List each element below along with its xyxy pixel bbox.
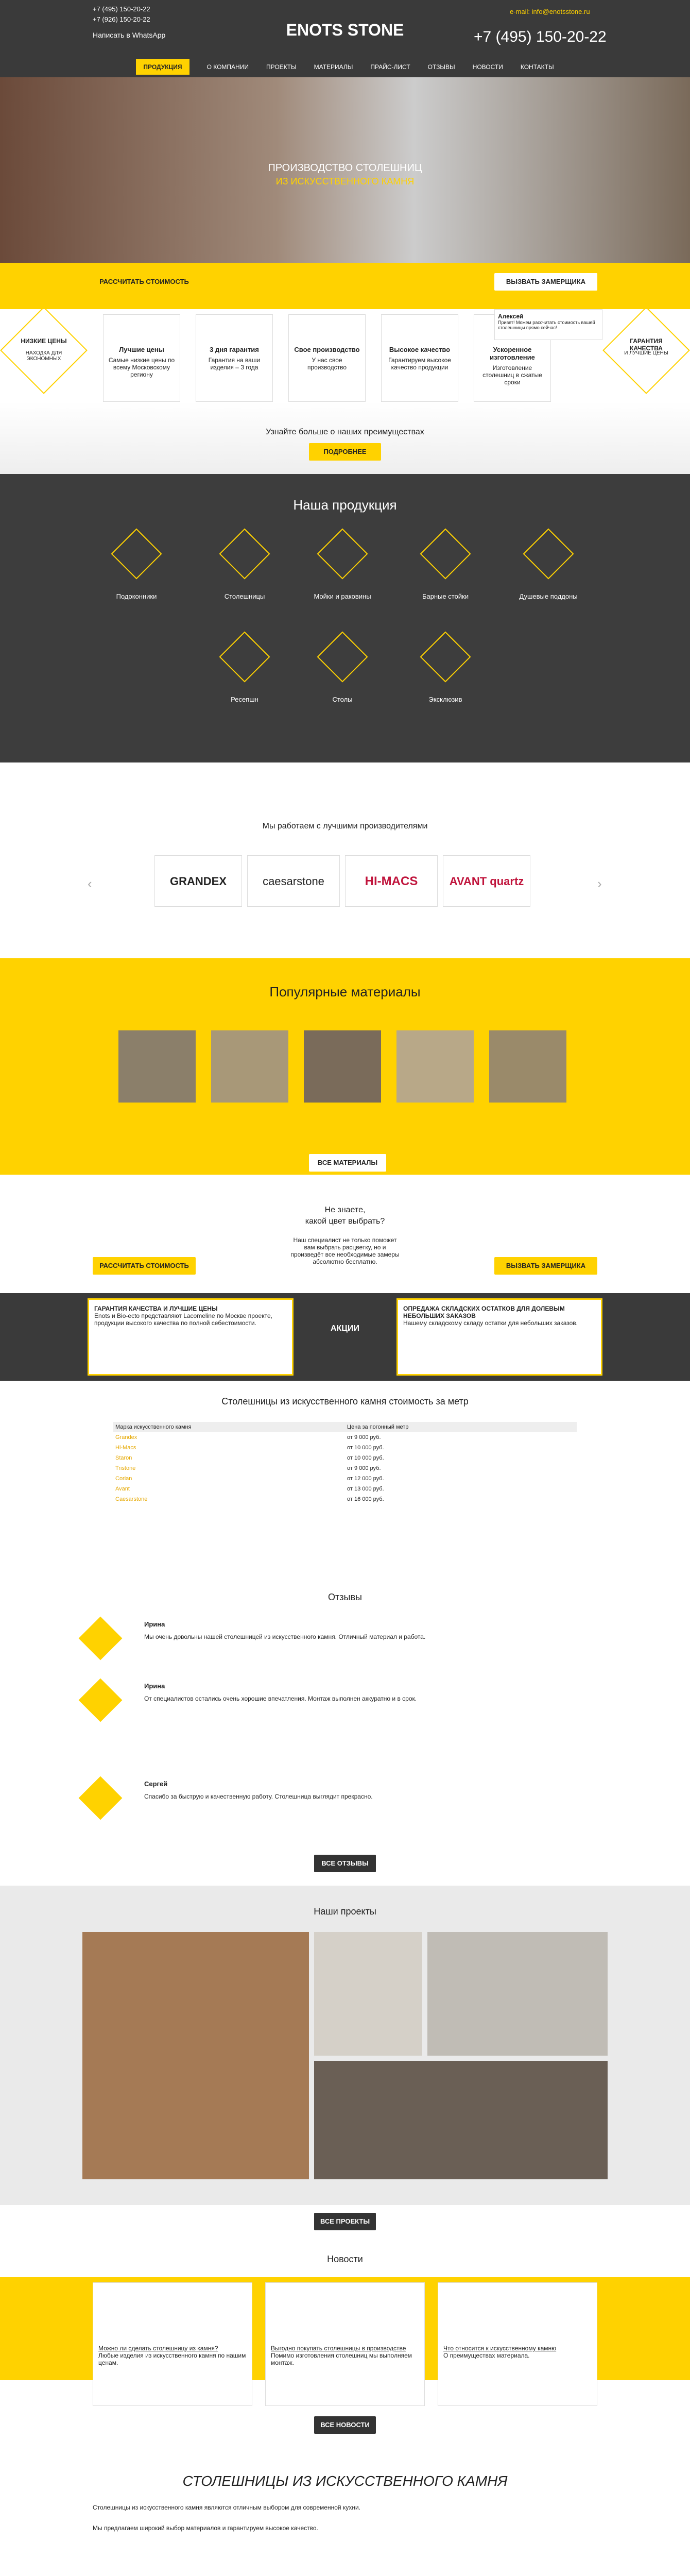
feature-title: Ускоренное изготовление [490,346,535,361]
news-card-title[interactable]: Что относится к искусственному камню [443,2345,557,2352]
news-card-text: Помимо изготовления столешниц мы выполняем монтаж. [271,2352,412,2366]
chat-name: Алексей [498,313,524,320]
table-row [113,1473,577,1484]
price-value: от 10 000 руб. [347,1445,384,1451]
material-swatch[interactable] [211,1030,288,1103]
product-label[interactable]: Барные стойки [422,592,469,600]
news-card-text: Любые изделия из искусственного камня по нашим ценам. [98,2352,246,2366]
chat-text: Привет! Можем рассчитать стоимость вашей столешницы прямо сейчас! [498,320,595,330]
review-name: Сергей [144,1780,168,1788]
review-name: Ирина [144,1620,165,1628]
table-row [113,1494,577,1504]
review-avatar [79,1776,123,1820]
badge-left-text: НИЗКИЕ ЦЕНЫ [21,337,67,345]
promo-left-text: Enots и Bio-ecto представляют Lacomeline по Москве проекте, продукции высокого качества по полной себестоимости. [94,1312,272,1327]
product-label[interactable]: Ресепшн [231,696,258,703]
project-photo[interactable] [314,1932,422,2056]
project-photo[interactable] [82,1932,309,2179]
measure-button[interactable]: ВЫЗВАТЬ ЗАМЕРЩИКА [494,1257,597,1275]
price-brand[interactable]: Hi-Macs [115,1445,136,1451]
price-brand[interactable]: Tristone [115,1465,136,1471]
product-label[interactable]: Эксклюзив [428,696,462,703]
feature-title: Лучшие цены [119,346,164,353]
all-news-button[interactable]: ВСЕ НОВОСТИ [314,2416,376,2434]
table-row [113,1432,577,1443]
price-value: от 10 000 руб. [347,1455,384,1461]
products-title: Наша продукция [293,497,397,513]
nav-item-reviews[interactable]: ОТЗЫВЫ [427,63,455,71]
choose-line2: какой цвет выбрать? [305,1217,385,1226]
brands-next-icon[interactable]: › [597,876,602,891]
header-phone-main[interactable]: +7 (495) 150-20-22 [474,28,607,45]
article-title: СТОЛЕШНИЦЫ ИЗ ИСКУССТВЕННОГО КАМНЯ [182,2473,508,2489]
project-photo[interactable] [314,2061,608,2179]
brand-logo[interactable]: caesarstone [247,855,340,907]
brand-logo[interactable]: AVANT quartz [443,855,530,907]
feature-card [381,314,458,402]
advantages-text: Узнайте больше о наших преимуществах [266,428,424,436]
review-text: Спасибо за быструю и качественную работу. Столешница выглядит прекрасно. [144,1793,373,1800]
whatsapp-link[interactable]: Написать в WhatsApp [93,31,166,39]
article-p1: Столешницы из искусственного камня являются отличным выбором для современной кухни. [93,2504,360,2511]
price-title: Столешницы из искусственного камня стоимость за метр [221,1396,469,1406]
review-avatar [79,1617,123,1660]
table-row [113,1453,577,1463]
product-label[interactable]: Мойки и раковины [314,592,371,600]
feature-title: Высокое качество [389,346,451,353]
nav-item-products[interactable]: ПРОДУКЦИЯ [136,59,189,75]
nav-item-contacts[interactable]: КОНТАКТЫ [520,63,554,71]
nav-bar [0,57,690,77]
badge-left-text2: НАХОДКА ДЛЯ ЭКОНОМНЫХ [25,350,62,362]
promo-right [396,1298,602,1376]
measure-button[interactable]: ВЫЗВАТЬ ЗАМЕРЩИКА [494,273,597,291]
promo-right-title: ОПРЕДАЖА СКЛАДСКИХ ОСТАТКОВ ДЛЯ ДОЛЕВЫМ НЕБОЛЬШИХ ЗАКАЗОВ [403,1305,565,1319]
price-value: от 9 000 руб. [347,1465,381,1471]
news-card[interactable] [438,2282,597,2406]
badge-right-text: ГАРАНТИЯ КАЧЕСТВА [630,337,663,352]
price-brand[interactable]: Grandex [115,1434,137,1440]
price-value: от 16 000 руб. [347,1496,384,1502]
hero-title: ПРОИЗВОДСТВО СТОЛЕШНИЦ [268,162,422,174]
news-card[interactable] [93,2282,252,2406]
projects-title: Наши проекты [314,1906,376,1917]
feature-title: Свое производство [294,346,360,353]
news-card-text: О преимуществах материала. [443,2352,530,2359]
price-value: от 9 000 руб. [347,1434,381,1440]
table-row [113,1484,577,1494]
header-email[interactable]: e-mail: info@enotsstone.ru [510,8,590,15]
badge-right-text2: И ЛУЧШИЕ ЦЕНЫ [624,350,668,356]
calc-button[interactable]: РАССЧИТАТЬ СТОИМОСТЬ [93,273,196,291]
table-row [113,1463,577,1473]
price-brand[interactable]: Corian [115,1476,132,1482]
price-table [113,1422,577,1504]
price-brand[interactable]: Caesarstone [115,1496,148,1502]
advantages-button[interactable]: ПОДРОБНЕЕ [309,443,381,461]
brands-title: Мы работаем с лучшими производителями [262,822,428,831]
feature-card [103,314,180,402]
news-title: Новости [327,2254,363,2264]
product-label[interactable]: Столы [332,696,353,703]
article-p2: Мы предлагаем широкий выбор материалов и гарантируем высокое качество. [93,2524,318,2532]
choose-text: Наш специалист не только поможет вам выбрать расцветку, но и произведёт все необходимые замеры абсолютно бесплатно. [290,1236,400,1265]
material-swatch[interactable] [304,1030,381,1103]
nav-item-prices[interactable]: ПРАЙС-ЛИСТ [370,63,410,71]
review-name: Ирина [144,1682,165,1690]
price-brand[interactable]: Avant [115,1486,130,1492]
price-value: от 13 000 руб. [347,1486,384,1492]
product-label[interactable]: Подоконники [116,592,157,600]
nav-item-projects[interactable]: ПРОЕКТЫ [266,63,297,71]
price-col2: Цена за погонный метр [347,1424,409,1430]
feature-card [196,314,273,402]
nav-item-news[interactable]: НОВОСТИ [472,63,503,71]
review-text: Мы очень довольны нашей столешницей из искусственного камня. Отличный материал и работа. [144,1633,426,1640]
news-card-title[interactable]: Выгодно покупать столешницы в производстве [271,2345,406,2352]
material-swatch[interactable] [489,1030,566,1103]
feature-text: Самые низкие цены по всему Московскому региону [108,357,175,378]
hero-subtitle: ИЗ ИСКУССТВЕННОГО КАМНЯ [275,176,415,187]
brands-prev-icon[interactable]: ‹ [88,876,92,891]
feature-text: У нас свое производство [307,357,347,371]
review-avatar [79,1679,123,1722]
all-projects-button[interactable]: ВСЕ ПРОЕКТЫ [314,2213,376,2230]
products-section [0,474,690,762]
material-swatch[interactable] [396,1030,474,1103]
feature-text: Гарантируем высокое качество продукции [388,357,451,371]
brand-logo[interactable]: GRANDEX [154,855,242,907]
feature-text: Изготовление столешниц в сжатые сроки [482,364,542,386]
feature-text: Гарантия на ваши изделия – 3 года [208,357,261,371]
project-photo[interactable] [427,1932,608,2056]
reviews-title: Отзывы [328,1592,362,1602]
all-reviews-button[interactable]: ВСЕ ОТЗЫВЫ [314,1855,376,1872]
product-label[interactable]: Столешницы [224,592,265,600]
chat-widget[interactable] [494,309,602,340]
material-swatch[interactable] [118,1030,196,1103]
promo-center[interactable]: АКЦИИ [330,1324,359,1333]
choose-line1: Не знаете, [324,1206,366,1214]
header-phone-top[interactable]: +7 (495) 150-20-22 [93,5,150,13]
promo-left [88,1298,294,1376]
calc-button[interactable]: РАССЧИТАТЬ СТОИМОСТЬ [93,1257,196,1275]
promo-right-text: Нашему складскому складу остатки для небольших заказов. [403,1319,578,1327]
advantages-band [0,402,690,474]
price-col1: Марка искусственного камня [115,1424,192,1430]
table-row [113,1443,577,1453]
review-text: От специалистов остались очень хорошие впечатления. Монтаж выполнен аккуратно и в срок. [144,1695,417,1702]
nav-item-about[interactable]: О КОМПАНИИ [206,63,249,71]
news-card-title[interactable]: Можно ли сделать столешницу из камня? [98,2345,218,2352]
feature-title: 3 дня гарантия [210,346,259,353]
header-phone-top2[interactable]: +7 (926) 150-20-22 [93,15,150,23]
all-materials-button[interactable]: ВСЕ МАТЕРИАЛЫ [309,1154,386,1172]
price-value: от 12 000 руб. [347,1476,384,1482]
nav-item-materials[interactable]: МАТЕРИАЛЫ [314,63,353,71]
logo[interactable]: ENOTS STONE [286,21,404,39]
brand-logo[interactable]: HI-MACS [345,855,438,907]
promo-left-title: ГАРАНТИЯ КАЧЕСТВА И ЛУЧШИЕ ЦЕНЫ [94,1305,218,1312]
price-brand[interactable]: Staron [115,1455,132,1461]
news-card[interactable] [265,2282,425,2406]
materials-title: Популярные материалы [269,984,421,999]
feature-card [288,314,366,402]
product-label[interactable]: Душевые поддоны [519,592,578,600]
